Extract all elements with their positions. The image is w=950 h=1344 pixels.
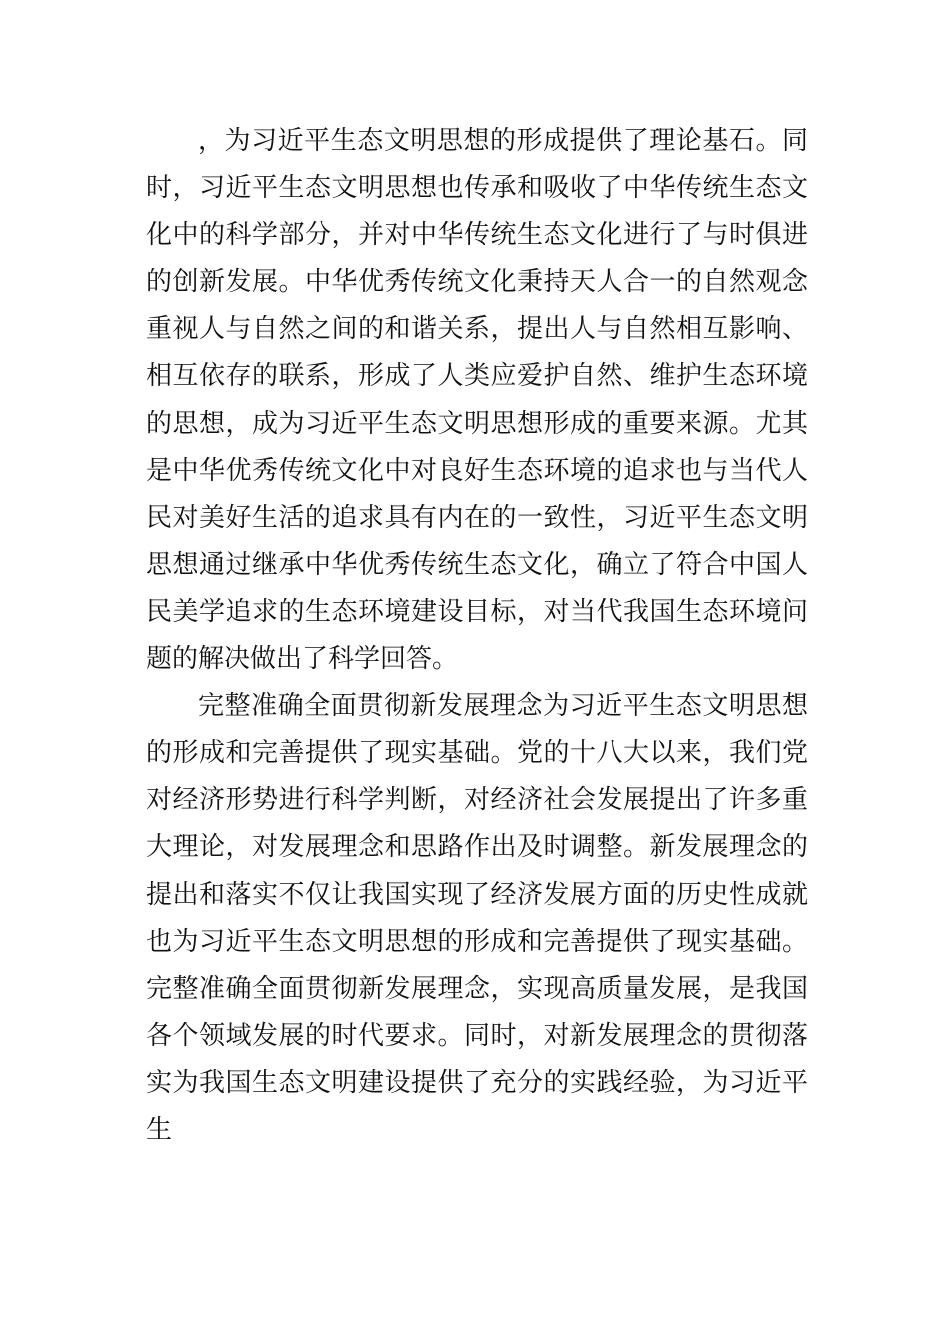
text-line: 民美学追求的生态环境建设目标，对当代我国生态环境问 [146, 596, 808, 627]
paragraph-1 [146, 118, 808, 683]
paragraph-2 [146, 683, 808, 1154]
text-line: 大理论，对发展理念和思路作出及时调整。新发展理念的 [146, 832, 808, 863]
text-line: 化中的科学部分，并对中华传统生态文化进行了与时俱进 [146, 220, 808, 251]
text-line: 提出和落实不仅让我国实现了经济发展方面的历史性成就 [146, 879, 808, 910]
text-line: 的创新发展。中华优秀传统文化秉持天人合一的自然观念 [146, 267, 808, 298]
text-line: 也为习近平生态文明思想的形成和完善提供了现实基础。 [146, 926, 808, 957]
text-line: 完整准确全面贯彻新发展理念，实现高质量发展，是我国 [146, 973, 808, 1004]
text-line: 的形成和完善提供了现实基础。党的十八大以来，我们党 [146, 738, 808, 769]
text-line: 民对美好生活的追求具有内在的一致性，习近平生态文明 [146, 502, 808, 533]
text-line: 重视人与自然之间的和谐关系，提出人与自然相互影响、 [146, 314, 808, 345]
text-line: 各个领域发展的时代要求。同时，对新发展理念的贯彻落 [146, 1020, 808, 1051]
text-line: 完整准确全面贯彻新发展理念为习近平生态文明思想 [198, 691, 808, 722]
text-line: 相互依存的联系，形成了人类应爱护自然、维护生态环境 [146, 361, 808, 392]
body-text [146, 118, 808, 1154]
text-line: 是中华优秀传统文化中对良好生态环境的追求也与当代人 [146, 455, 808, 486]
text-line: 实为我国生态文明建设提供了充分的实践经验，为习近平 [146, 1067, 808, 1098]
text-line: 生 [146, 1114, 173, 1145]
text-line: ，为习近平生态文明思想的形成提供了理论基石。同 [198, 126, 808, 156]
text-line: 题的解决做出了科学回答。 [146, 644, 459, 675]
text-line: 的思想，成为习近平生态文明思想形成的重要来源。尤其 [146, 408, 808, 439]
text-line: 对经济形势进行科学判断，对经济社会发展提出了许多重 [146, 785, 808, 816]
text-line: 思想通过继承中华优秀传统生态文化，确立了符合中国人 [146, 549, 808, 580]
text-line: 时，习近平生态文明思想也传承和吸收了中华传统生态文 [146, 173, 808, 204]
